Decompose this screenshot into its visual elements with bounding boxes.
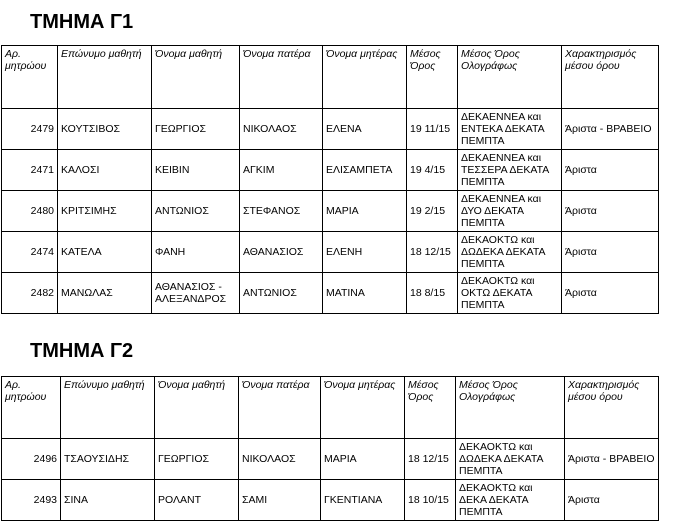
cell-characterization: Άριστα - ΒΡΑΒΕΙΟ bbox=[565, 439, 659, 480]
table-header-row bbox=[2, 377, 659, 439]
cell-avg-words: ΔΕΚΑΟΚΤΩ και ΔΩΔΕΚΑ ΔΕΚΑΤΑ ΠΕΜΠΤΑ bbox=[458, 232, 562, 273]
cell-surname: ΣΙΝΑ bbox=[61, 480, 155, 521]
cell-father: ΣΤΕΦΑΝΟΣ bbox=[240, 191, 323, 232]
header-characterization: Χαρακτηρισμός μέσου όρου bbox=[562, 46, 659, 109]
cell-surname: ΤΣΑΟΥΣΙΔΗΣ bbox=[61, 439, 155, 480]
cell-avg: 18 12/15 bbox=[405, 439, 456, 480]
cell-avg-words: ΔΕΚΑΟΚΤΩ και ΔΕΚΑ ΔΕΚΑΤΑ ΠΕΜΠΤΑ bbox=[456, 480, 565, 521]
header-surname: Επώνυμο μαθητή bbox=[58, 46, 152, 109]
cell-mother: ΕΛΕΝΗ bbox=[323, 232, 407, 273]
header-avg-words: Μέσος Όρος Ολογράφως bbox=[456, 377, 565, 439]
cell-avg-words: ΔΕΚΑΟΚΤΩ και ΟΚΤΩ ΔΕΚΑΤΑ ΠΕΜΠΤΑ bbox=[458, 273, 562, 314]
cell-characterization: Άριστα - ΒΡΑΒΕΙΟ bbox=[562, 109, 659, 150]
cell-name: ΓΕΩΡΓΙΟΣ bbox=[155, 439, 239, 480]
cell-am: 2482 bbox=[2, 273, 58, 314]
cell-avg-words: ΔΕΚΑΕΝΝΕΑ και ΕΝΤΕΚΑ ΔΕΚΑΤΑ ΠΕΜΠΤΑ bbox=[458, 109, 562, 150]
cell-father: ΝΙΚΟΛΑΟΣ bbox=[240, 109, 323, 150]
table-header-row bbox=[2, 46, 659, 109]
header-characterization: Χαρακτηρισμός μέσου όρου bbox=[565, 377, 659, 439]
cell-father: ΑΓΚΙΜ bbox=[240, 150, 323, 191]
cell-am: 2471 bbox=[2, 150, 58, 191]
table-row bbox=[2, 109, 659, 150]
cell-name: ΦΑΝΗ bbox=[152, 232, 240, 273]
cell-am: 2480 bbox=[2, 191, 58, 232]
cell-avg-words: ΔΕΚΑΟΚΤΩ και ΔΩΔΕΚΑ ΔΕΚΑΤΑ ΠΕΜΠΤΑ bbox=[456, 439, 565, 480]
cell-name: ΓΕΩΡΓΙΟΣ bbox=[152, 109, 240, 150]
cell-avg: 19 2/15 bbox=[407, 191, 458, 232]
cell-am: 2479 bbox=[2, 109, 58, 150]
cell-mother: ΕΛΕΝΑ bbox=[323, 109, 407, 150]
cell-surname: ΚΡΙΤΣΙΜΗΣ bbox=[58, 191, 152, 232]
cell-father: ΑΝΤΩΝΙΟΣ bbox=[240, 273, 323, 314]
header-am: Αρ. μητρώου bbox=[2, 377, 61, 439]
cell-surname: ΜΑΝΩΛΑΣ bbox=[58, 273, 152, 314]
cell-mother: ΜΑΡΙΑ bbox=[323, 191, 407, 232]
table-row bbox=[2, 273, 659, 314]
cell-avg: 18 12/15 bbox=[407, 232, 458, 273]
table-row bbox=[2, 439, 659, 480]
cell-name: ΑΘΑΝΑΣΙΟΣ - ΑΛΕΞΑΝΔΡΟΣ bbox=[152, 273, 240, 314]
grades-table-g1 bbox=[1, 45, 659, 314]
cell-am: 2496 bbox=[2, 439, 61, 480]
cell-characterization: Άριστα bbox=[562, 232, 659, 273]
cell-avg: 18 8/15 bbox=[407, 273, 458, 314]
cell-father: ΑΘΑΝΑΣΙΟΣ bbox=[240, 232, 323, 273]
cell-father: ΣΑΜΙ bbox=[239, 480, 321, 521]
grades-table-g2 bbox=[1, 376, 659, 521]
header-avg: Μέσος Όρος bbox=[407, 46, 458, 109]
cell-avg: 18 10/15 bbox=[405, 480, 456, 521]
section-title-g2: ΤΜΗΜΑ Γ2 bbox=[30, 340, 134, 362]
header-mother: Όνομα μητέρας bbox=[323, 46, 407, 109]
header-am: Αρ. μητρώου bbox=[2, 46, 58, 109]
table-row bbox=[2, 232, 659, 273]
cell-mother: ΓΚΕΝΤΙΑΝΑ bbox=[321, 480, 405, 521]
header-avg-words: Μέσος Όρος Ολογράφως bbox=[458, 46, 562, 109]
section-title-g1: ΤΜΗΜΑ Γ1 bbox=[30, 11, 134, 33]
cell-name: ΑΝΤΩΝΙΟΣ bbox=[152, 191, 240, 232]
cell-mother: ΜΑΡΙΑ bbox=[321, 439, 405, 480]
cell-am: 2474 bbox=[2, 232, 58, 273]
cell-characterization: Άριστα bbox=[562, 150, 659, 191]
cell-avg-words: ΔΕΚΑΕΝΝΕΑ και ΤΕΣΣΕΡΑ ΔΕΚΑΤΑ ΠΕΜΠΤΑ bbox=[458, 150, 562, 191]
cell-characterization: Άριστα bbox=[565, 480, 659, 521]
cell-characterization: Άριστα bbox=[562, 273, 659, 314]
table-row bbox=[2, 480, 659, 521]
cell-name: ΚΕΙΒΙΝ bbox=[152, 150, 240, 191]
header-father: Όνομα πατέρα bbox=[240, 46, 323, 109]
cell-characterization: Άριστα bbox=[562, 191, 659, 232]
table-row bbox=[2, 150, 659, 191]
cell-surname: ΚΑΤΕΛΑ bbox=[58, 232, 152, 273]
header-mother: Όνομα μητέρας bbox=[321, 377, 405, 439]
header-father: Όνομα πατέρα bbox=[239, 377, 321, 439]
cell-name: ΡΟΛΑΝΤ bbox=[155, 480, 239, 521]
table-row bbox=[2, 191, 659, 232]
cell-avg: 19 11/15 bbox=[407, 109, 458, 150]
cell-avg: 19 4/15 bbox=[407, 150, 458, 191]
cell-surname: ΚΟΥΤΣΙΒΟΣ bbox=[58, 109, 152, 150]
cell-mother: ΕΛΙΣΑΜΠΕΤΑ bbox=[323, 150, 407, 191]
header-name: Όνομα μαθητή bbox=[155, 377, 239, 439]
header-avg: Μέσος Όρος bbox=[405, 377, 456, 439]
header-surname: Επώνυμο μαθητή bbox=[61, 377, 155, 439]
cell-surname: ΚΑΛΟΣΙ bbox=[58, 150, 152, 191]
cell-am: 2493 bbox=[2, 480, 61, 521]
header-name: Όνομα μαθητή bbox=[152, 46, 240, 109]
cell-father: ΝΙΚΟΛΑΟΣ bbox=[239, 439, 321, 480]
cell-avg-words: ΔΕΚΑΕΝΝΕΑ και ΔΥΟ ΔΕΚΑΤΑ ΠΕΜΠΤΑ bbox=[458, 191, 562, 232]
cell-mother: ΜΑΤΙΝΑ bbox=[323, 273, 407, 314]
